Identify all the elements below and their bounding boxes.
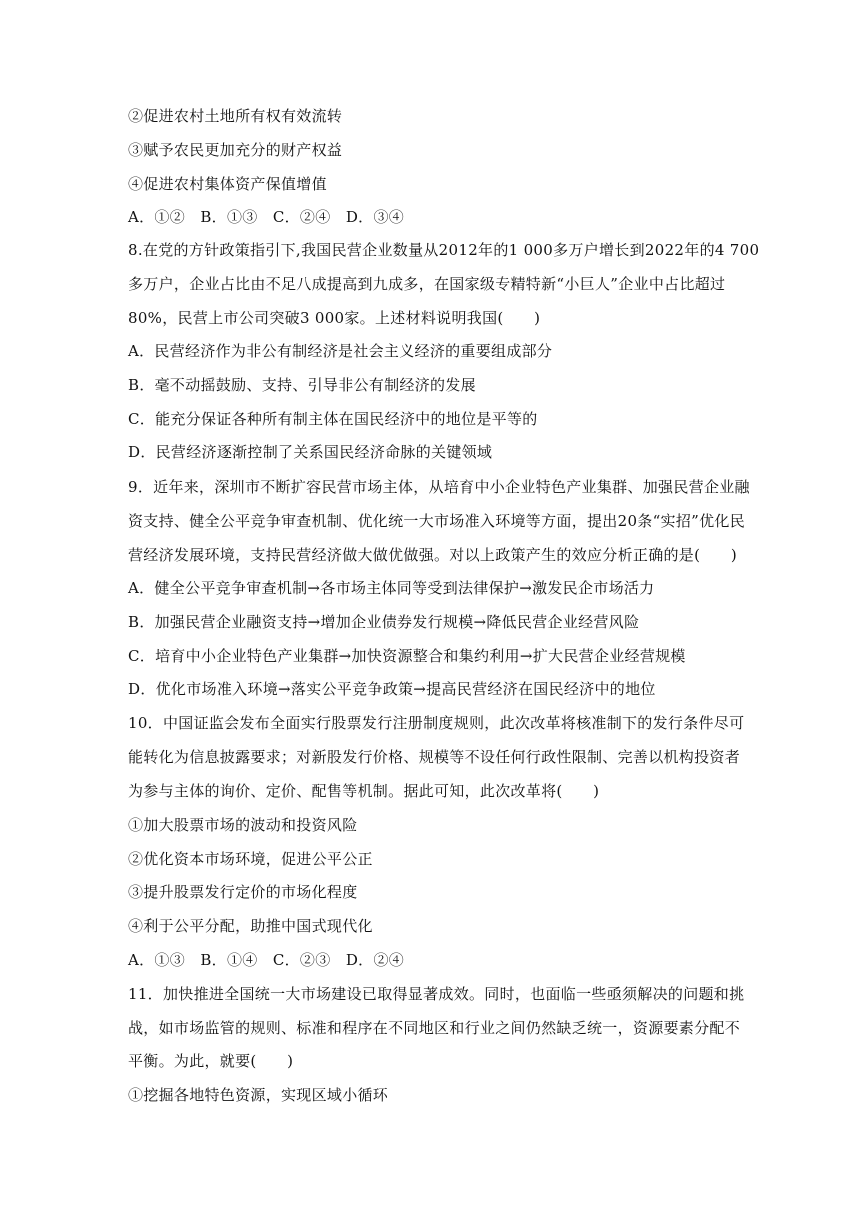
option-line: ③提升股票发行定价的市场化程度 (128, 883, 358, 901)
question-text: 能转化为信息披露要求；对新股发行价格、规模等不设任何行政性限制、完善以机构投资者 (128, 748, 741, 766)
answer-option: A．健全公平竞争审查机制→各市场主体同等受到法律保护→激发民企市场活力 (128, 579, 655, 597)
answer-option: C．能充分保证各种所有制主体在国民经济中的地位是平等的 (128, 410, 538, 428)
question-text: 10．中国证监会发布全面实行股票发行注册制度规则，此次改革将核准制下的发行条件尽可 (128, 714, 745, 732)
question-text: 营经济发展环境，支持民营经济做大做优做强。对以上政策产生的效应分析正确的是( ) (128, 546, 738, 564)
question-text: 9．近年来，深圳市不断扩容民营市场主体，从培育中小企业特色产业集群、加强民营企业融 (128, 478, 750, 496)
option-line: ②优化资本市场环境，促进公平公正 (128, 850, 373, 868)
question-text: 战，如市场监管的规则、标准和程序在不同地区和行业之间仍然缺乏统一，资源要素分配不 (128, 1019, 741, 1037)
question-text: 为参与主体的询价、定价、配售等机制。据此可知，此次改革将( ) (128, 782, 600, 800)
question-text: 80%，民营上市公司突破3 000家。上述材料说明我国( ) (128, 309, 541, 327)
answer-option: B．毫不动摇鼓励、支持、引导非公有制经济的发展 (128, 376, 476, 394)
option-line: ④利于公平分配，助推中国式现代化 (128, 917, 373, 935)
answer-choices: A．①③ B．①④ C．②③ D．②④ (128, 951, 405, 969)
option-line: ②促进农村土地所有权有效流转 (128, 107, 343, 125)
option-line: ④促进农村集体资产保值增值 (128, 175, 327, 193)
option-line: ③赋予农民更加充分的财产权益 (128, 141, 343, 159)
answer-option: D．民营经济逐渐控制了关系国民经济命脉的关键领域 (128, 443, 493, 461)
answer-option: B．加强民营企业融资支持→增加企业债券发行规模→降低民营企业经营风险 (128, 613, 640, 631)
question-text: 11．加快推进全国统一大市场建设已取得显著成效。同时，也面临一些亟须解决的问题和挑 (128, 985, 745, 1003)
option-line: ①加大股票市场的波动和投资风险 (128, 816, 358, 834)
question-text: 多万户，企业占比由不足八成提高到九成多，在国家级专精特新“小巨人”企业中占比超过 (128, 275, 726, 293)
answer-choices: A．①② B．①③ C．②④ D．③④ (128, 208, 405, 226)
question-text: 8.在党的方针政策指引下,我国民营企业数量从2012年的1 000多万户增长到2022年的4 700 (128, 241, 760, 259)
option-line: ①挖掘各地特色资源，实现区域小循环 (128, 1086, 389, 1104)
answer-option: D．优化市场准入环境→落实公平竞争政策→提高民营经济在国民经济中的地位 (128, 680, 656, 698)
answer-option: A．民营经济作为非公有制经济是社会主义经济的重要组成部分 (128, 342, 553, 360)
question-text: 平衡。为此，就要( ) (128, 1052, 294, 1070)
answer-option: C．培育中小企业特色产业集群→加快资源整合和集约利用→扩大民营企业经营规模 (128, 647, 686, 665)
question-text: 资支持、健全公平竞争审查机制、优化统一大市场准入环境等方面，提出20条“实招”优化民 (128, 512, 746, 530)
